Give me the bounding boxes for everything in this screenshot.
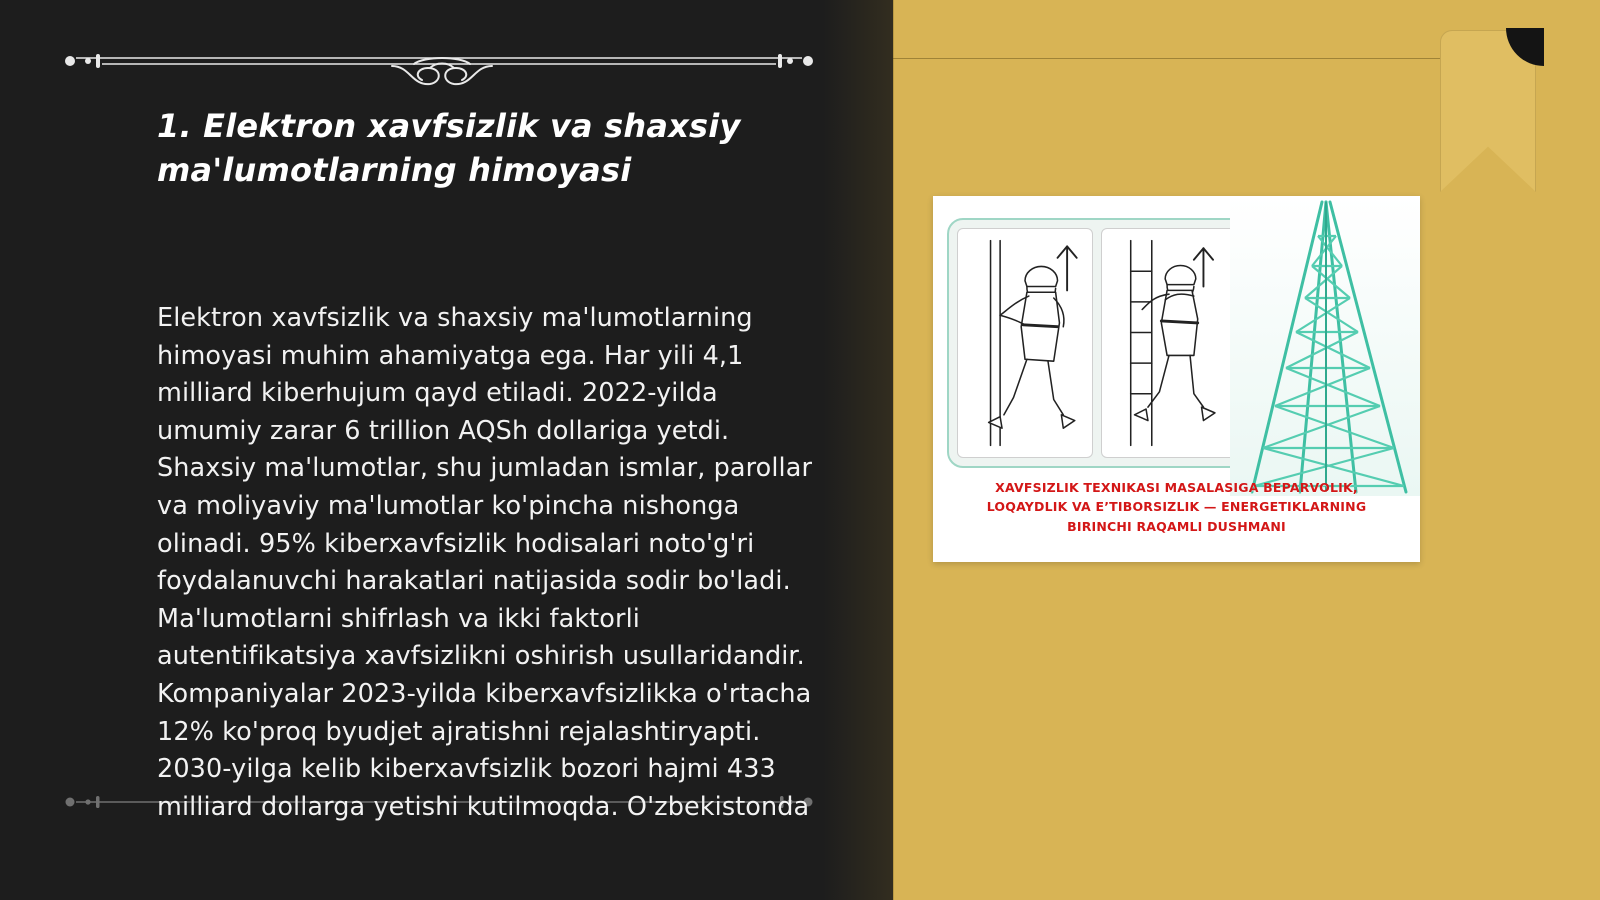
slide-body-text: Elektron xavfsizlik va shaxsiy ma'lumotlarning himoyasi muhim ahamiyatga ega. Har yili 4,1 milliard kiberhujum qayd etiladi. 2022-yilda umumiy zarar 6 trillion AQSh dollariga yetdi. Shaxsiy ma'lumotlar, shu jumladan ismlar, parollar va moliyaviy ma'lumotlar ko'pincha nishonga olinadi. 95% kiberxavfsizlik hodisalari noto'g'ri foydalanuvchi harakatlari natijasida sodir bo'ladi. Ma'lumotlarni shifrlash va ikki faktorli autentifikatsiya xavfsizlikni oshirish usullaridandir. Kompaniyalar 2023-yilda kiberxavfsizlikka o'rtacha 12% ko'proq byudjet ajratishni rejalashtiryapti. 2030-yilga kelib kiberxavfsizlik bozori hajmi 433 milliard dollarga yetishi kutilmoqda. O'zbekistonda bbox=[157, 303, 813, 822]
bookmark-ribbon-icon bbox=[1440, 30, 1536, 192]
image-caption bbox=[941, 478, 1412, 536]
illustration-graphic bbox=[933, 196, 1420, 562]
ornament-divider-top-icon bbox=[62, 42, 822, 90]
caption-line-2: LOQAYDLIK VA E’TIBORSIZLIK — ENERGETIKLARNING bbox=[986, 499, 1367, 515]
panel-divider-line bbox=[893, 0, 894, 900]
drawing-panel-left bbox=[957, 228, 1093, 458]
safety-drawings-frame bbox=[947, 218, 1247, 468]
transmission-tower-image bbox=[1230, 196, 1420, 496]
drawing-panel-right bbox=[1101, 228, 1237, 458]
illustration-card bbox=[933, 196, 1420, 562]
caption-line-3: BIRINCHI RAQAMLI DUSHMANI bbox=[1067, 518, 1286, 534]
decorative-hairline bbox=[893, 58, 1453, 59]
slide-title: 1. Elektron xavfsizlik va shaxsiy ma'lumotlarning himoyasi bbox=[157, 107, 741, 190]
caption-line-1: XAVFSIZLIK TEXNIKASI MASALASIGA BEPARVOLIK, bbox=[995, 480, 1358, 495]
